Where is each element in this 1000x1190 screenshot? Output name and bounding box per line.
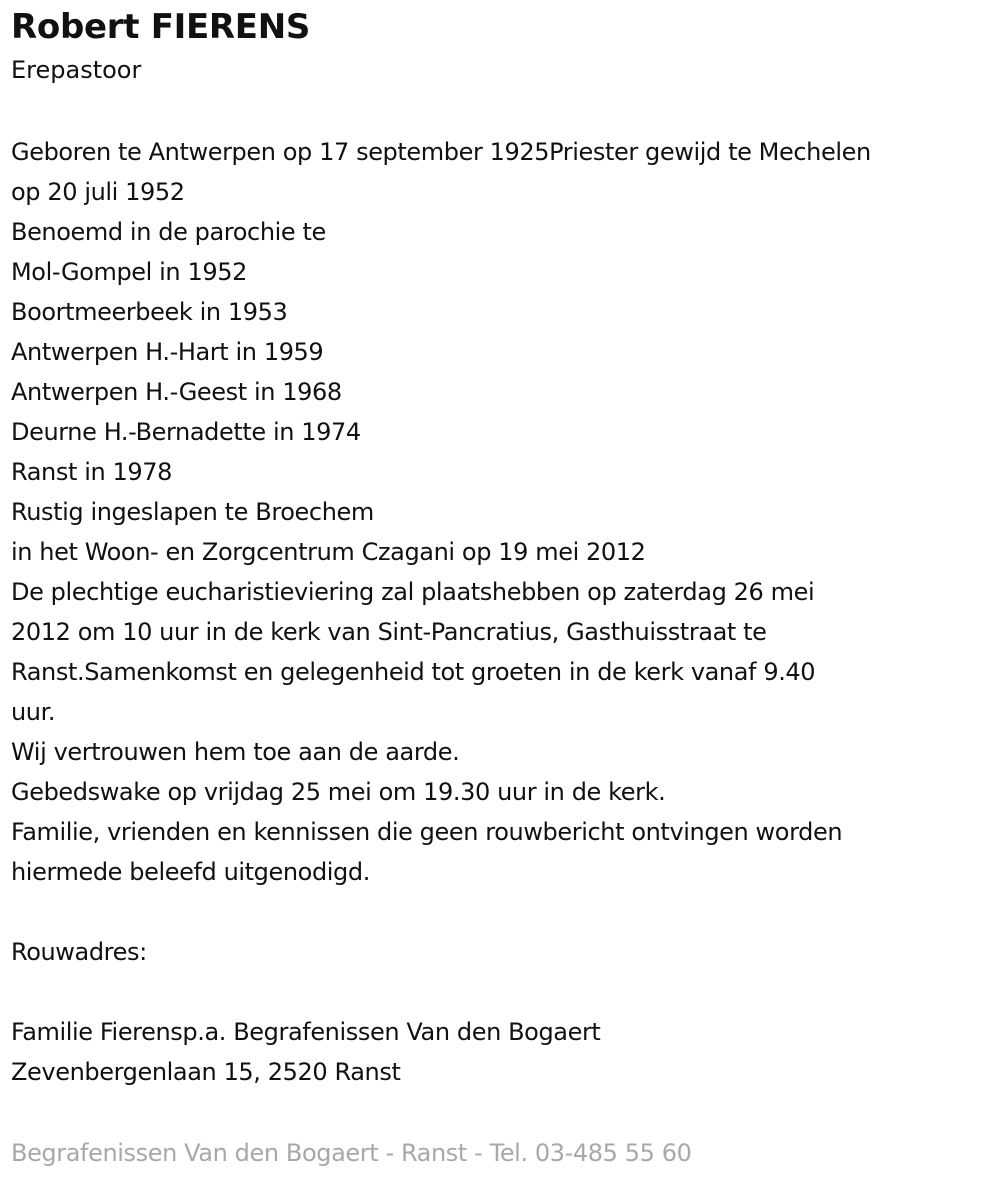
address-line: Zevenbergenlaan 15, 2520 Ranst [11,1058,401,1086]
text-line: 2012 om 10 uur in de kerk van Sint-Pancratius, Gasthuisstraat te [11,618,767,646]
text-line: Ranst.Samenkomst en gelegenheid tot groeten in de kerk vanaf 9.40 [11,658,816,686]
text-line: Familie, vrienden en kennissen die geen rouwbericht ontvingen worden [11,818,843,846]
text-line: Mol-Gompel in 1952 [11,258,247,286]
text-line: op 20 juli 1952 [11,178,185,206]
text-line: Ranst in 1978 [11,458,172,486]
text-line: uur. [11,698,56,726]
text-line: Wij vertrouwen hem toe aan de aarde. [11,738,460,766]
text-line: Rustig ingeslapen te Broechem [11,498,374,526]
text-line: De plechtige eucharistieviering zal plaatshebben op zaterdag 26 mei [11,578,815,606]
text-line: Antwerpen H.-Hart in 1959 [11,338,324,366]
text-line: Gebedswake op vrijdag 25 mei om 19.30 uur in de kerk. [11,778,666,806]
text-line: Boortmeerbeek in 1953 [11,298,288,326]
text-line: Deurne H.-Bernadette in 1974 [11,418,361,446]
text-line: Geboren te Antwerpen op 17 september 1925Priester gewijd te Mechelen [11,138,871,166]
obituary-text [11,88,996,1092]
deceased-name: Robert FIERENS [11,7,311,47]
text-line: Benoemd in de parochie te [11,218,326,246]
obituary-page [11,0,996,1092]
address-label: Rouwadres: [11,938,147,966]
text-line: Antwerpen H.-Geest in 1968 [11,378,342,406]
deceased-title: Erepastoor [11,56,142,84]
address-line: Familie Fierensp.a. Begrafenissen Van den Bogaert [11,1018,601,1046]
text-line: in het Woon- en Zorgcentrum Czagani op 19 mei 2012 [11,538,646,566]
funeral-home-footer: Begrafenissen Van den Bogaert - Ranst - Tel. 03-485 55 60 [11,1139,692,1167]
text-line: hiermede beleefd uitgenodigd. [11,858,370,886]
